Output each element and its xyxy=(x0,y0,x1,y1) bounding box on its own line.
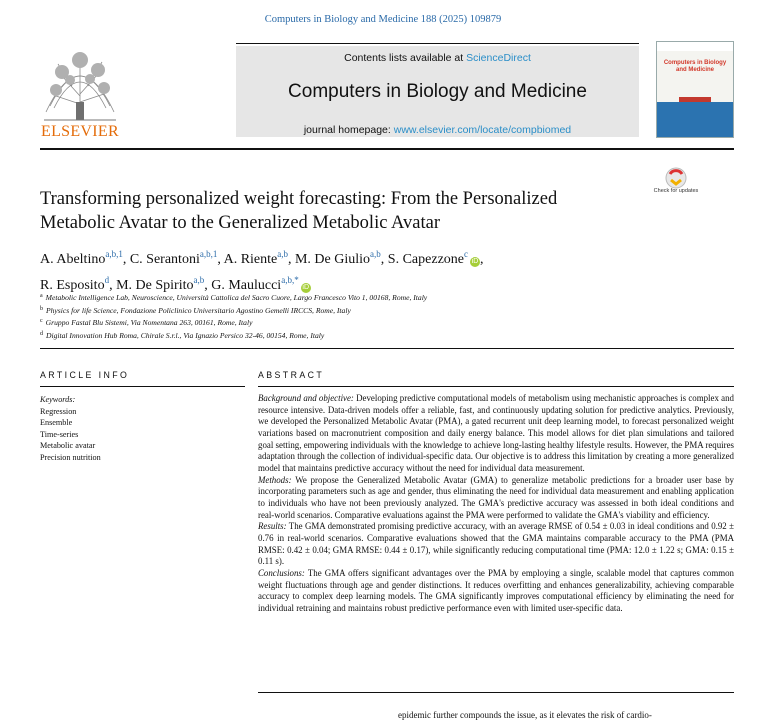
journal-citation[interactable]: Computers in Biology and Medicine 188 (2025) 109879 xyxy=(264,14,502,25)
article-info-heading: ARTICLE INFO xyxy=(40,370,130,380)
abstract-results: Results: The GMA demonstrated promising predictive accuracy, with an average RMSE of 0.54 ± 0.03 in ideal conditions and 0.92 ± 0.76 in real-world scenarios. Comparative evaluations showed that the GMA maintains comparable accuracy to the PMA (PMA RMSE: 0.42 ± 0.04; GMA RMSE: 0.44 ± 0.17), while significantly reducing computational time (PMA: 12.0 ± 1.22 s; GMA: 0.15 ± 0.11 s). xyxy=(258,521,734,567)
author-list: A. Abeltino$^{a,b,1}$, C. Serantoni$^{a,b,1}$, A. Riente$^{a,b}$, M. De Giulio$^{a,b}$, S. Capezzone$^c$iD , R. Esposito$^d$, M. De Spirito$^{a,b}$, G. Maulucci$^{a,b,*}$iD xyxy=(40,249,484,293)
keywords-label: Keywords: xyxy=(40,395,76,404)
author[interactable]: C. Serantoni$^{a,b,1}$ xyxy=(129,249,218,267)
cover-title: Computers in Biology and Medicine xyxy=(663,60,727,73)
keyword: Precision nutrition xyxy=(40,452,101,462)
homepage-prefix: journal homepage: xyxy=(303,124,394,136)
homepage-link[interactable]: www.elsevier.com/locate/compbiomed xyxy=(393,124,572,136)
check-for-updates-label[interactable]: Check for updates xyxy=(653,188,699,194)
author[interactable]: G. Maulucci$^{a,b,*}$ xyxy=(211,275,299,293)
abstract-conclusions: Conclusions: The GMA offers significant advantages over the PMA by employing a single, scalable model that captures common weight fluctuations through age and gender distinctions. It reduces overfitting and enhances generalizability, achieving comparable accuracy to complex deep learning models. The GMA significantly improves computational efficiency by eliminating the need for individual retraining and maintains robust predictive performance even with limited user-specific data. xyxy=(258,567,734,613)
abstract-background: Background and objective: Developing predictive computational models of metabolism using mechanistic approaches is complex and resource intensive. Data-driven models offer a reliable, fast, and continuously updating solution for predictive analytics. Previously, we developed the Personalized Metabolic Avatar (PMA), a gated recurrent unit deep learning model, to forecast personalized weight variations based on macronutrient composition and daily energy balance. This model allows for diet plan simulations and tailored goal setting, empowering individuals with the knowledge to achieve long-lasting healthy lifestyle results. However, the PMA requires adaptation through the collection of individual-specific data. Our objective is to address this limitation by creating a more generalized model that maintains predictive accuracy without the need for individual data measurement. xyxy=(258,393,734,473)
body-text-continuation: epidemic further compounds the issue, as it elevates the risk of cardio- xyxy=(398,710,652,720)
sciencedirect-link[interactable]: ScienceDirect xyxy=(466,52,531,64)
keyword: Ensemble xyxy=(40,418,73,428)
abstract-rule xyxy=(258,386,734,387)
author[interactable]: S. Capezzone$^c$ xyxy=(387,249,468,267)
article-title xyxy=(40,187,640,235)
title-line-2: Metabolic Avatar to the Generalized Metabolic Avatar xyxy=(40,213,440,233)
abstract-bottom-rule xyxy=(258,692,734,693)
header-bottom-rule xyxy=(40,148,734,150)
check-for-updates-icon[interactable] xyxy=(657,166,695,204)
affiliation: $^b$ Physics for life Science, Fondazione Policlinico Universitario Agostino Gemelli IRCCS, Rome, Italy xyxy=(40,305,351,315)
orcid-icon[interactable]: iD xyxy=(302,284,310,291)
abstract-methods: Methods: We propose the Generalized Metabolic Avatar (GMA) to generalize metabolic predictions for a broader user base by incorporating parameters such as age and gender, thus eliminating the need for individual data measurement and enabling application to individuals who have not been previously analyzed. The GMA's predictive accuracy was assessed in both ideal conditions and real-world scenarios. Comparative evaluations against the PMA were performed to validate the GMA's viability and efficiency. xyxy=(258,474,734,520)
abstract-body xyxy=(258,393,734,614)
elsevier-wordmark: ELSEVIER xyxy=(41,123,119,140)
keywords-block xyxy=(40,394,240,464)
contents-prefix: Contents lists available at xyxy=(344,52,467,64)
title-line-1: Transforming personalized weight forecasting: From the Personalized xyxy=(40,189,558,209)
affiliation: $^a$ Metabolic Intelligence Lab, Neuroscience, Università Cattolica del Sacro Cuore, Largo Francesco Vito 1, 00168, Rome, Italy xyxy=(40,293,428,302)
keyword: Regression xyxy=(40,406,77,416)
abstract-heading: ABSTRACT xyxy=(258,370,325,380)
cover-blue-band xyxy=(657,102,733,137)
keyword: Metabolic avatar xyxy=(40,441,96,451)
cover-band xyxy=(657,42,733,51)
contents-line xyxy=(236,52,639,64)
author[interactable]: A. Abeltino$^{a,b,1}$ xyxy=(40,249,123,267)
author[interactable]: A. Riente$^{a,b}$ xyxy=(223,249,288,267)
author[interactable]: M. De Spirito$^{a,b}$ xyxy=(116,275,205,293)
article-info-rule xyxy=(40,386,245,387)
journal-header-box xyxy=(236,46,639,137)
orcid-icon[interactable]: iD xyxy=(471,258,479,265)
journal-cover-thumbnail[interactable] xyxy=(656,41,734,138)
author[interactable]: R. Esposito$^d$ xyxy=(40,275,110,293)
affiliations xyxy=(40,291,680,342)
author[interactable]: M. De Giulio$^{a,b}$ xyxy=(294,249,381,267)
homepage-line xyxy=(236,124,639,136)
affiliation: $^c$ Gruppo Fastal Blu Sistemi, Via Nomentana 263, 00161, Rome, Italy xyxy=(40,318,253,328)
keyword: Time-series xyxy=(40,429,79,439)
section-divider xyxy=(40,348,734,349)
header-top-rule xyxy=(236,43,639,44)
journal-name: Computers in Biology and Medicine xyxy=(288,81,587,102)
affiliation: $^d$ Digital Innovation Hub Roma, Chirale S.r.l., Via Ignazio Persico 32-46, 00154, Rome, Italy xyxy=(40,331,325,341)
